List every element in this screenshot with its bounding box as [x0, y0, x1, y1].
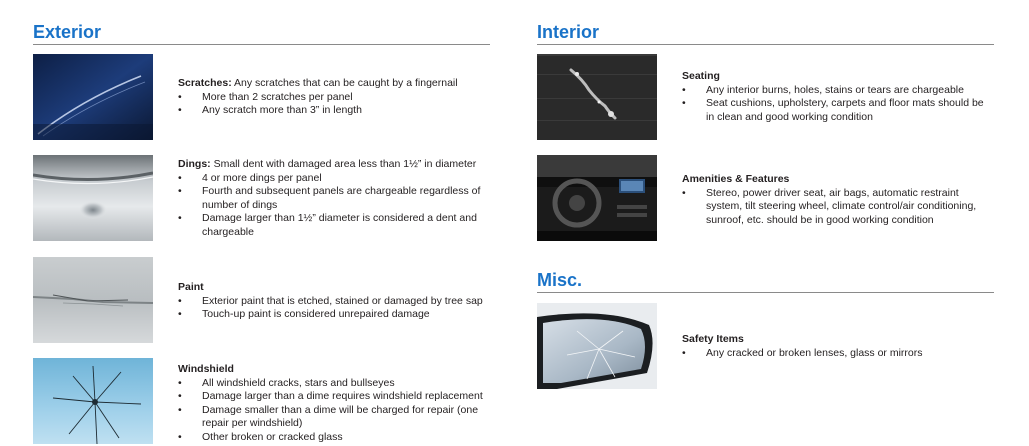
bullet-item: • Stereo, power driver seat, air bags, automatic restraint system, tilt steering wheel, climate control/air conditioning, sunroof, etc. should be in good working condition: [682, 187, 994, 228]
bullet-item: • Damage larger than 1½” diameter is considered a dent and chargeable: [178, 212, 490, 239]
bullet-item: • 4 or more dings per panel: [178, 172, 490, 186]
paint-title: Paint: [178, 281, 204, 293]
bullet-item: • Any scratch more than 3” in length: [178, 104, 490, 118]
exterior-divider: [33, 44, 490, 45]
scratches-text: [178, 77, 490, 118]
bullet-item: • Other broken or cracked glass: [178, 431, 490, 445]
bullet-item: • More than 2 scratches per panel: [178, 91, 490, 105]
seat-stain-photo: [537, 54, 657, 140]
bullet-item: • Any interior burns, holes, stains or tears are chargeable: [682, 84, 994, 98]
bullet-item: • Touch-up paint is considered unrepaired damage: [178, 308, 490, 322]
paint-text: [178, 281, 490, 322]
windshield-text: [178, 363, 490, 444]
seating-text: [682, 70, 994, 124]
dashboard-photo: [537, 155, 657, 241]
bullet-item: • Damage larger than a dime requires windshield replacement: [178, 390, 490, 404]
amenities-title: Amenities & Features: [682, 173, 790, 185]
windshield-bullets: [178, 377, 490, 445]
cracked-mirror-photo: [537, 303, 657, 389]
bullet-item: • Damage smaller than a dime will be charged for repair (one repair per windshield): [178, 404, 490, 431]
safety-items-bullets: [682, 347, 994, 361]
bullet-item: • Fourth and subsequent panels are chargeable regardless of number of dings: [178, 185, 490, 212]
safety-items-text: [682, 333, 994, 360]
bullet-item: • Exterior paint that is etched, stained or damaged by tree sap: [178, 295, 490, 309]
windshield-title: Windshield: [178, 363, 234, 375]
scratches-description: Any scratches that can be caught by a fingernail: [231, 77, 458, 89]
scratches-title: Scratches:: [178, 77, 232, 89]
exterior-heading: Exterior: [33, 22, 102, 42]
paint-damage-photo: [33, 257, 153, 343]
dings-description: Small dent with damaged area less than 1½” in diameter: [210, 158, 477, 170]
misc-divider: [537, 292, 994, 293]
bullet-item: • Seat cushions, upholstery, carpets and floor mats should be in clean and good working condition: [682, 97, 994, 124]
seating-title: Seating: [682, 70, 720, 82]
cracked-windshield-photo: [33, 358, 153, 444]
dings-text: [178, 158, 490, 239]
bullet-item: • Any cracked or broken lenses, glass or mirrors: [682, 347, 994, 361]
dings-bullets: [178, 172, 490, 240]
amenities-text: [682, 173, 994, 227]
bullet-item: • All windshield cracks, stars and bullseyes: [178, 377, 490, 391]
misc-heading: Misc.: [537, 270, 583, 290]
car-scratch-photo: [33, 54, 153, 140]
seating-bullets: [682, 84, 994, 125]
amenities-bullets: [682, 187, 994, 228]
interior-heading: Interior: [537, 22, 600, 42]
car-dent-photo: [33, 155, 153, 241]
dings-title: Dings:: [178, 158, 211, 170]
safety-items-title: Safety Items: [682, 333, 744, 345]
interior-divider: [537, 44, 994, 45]
scratches-bullets: [178, 91, 490, 118]
paint-bullets: [178, 295, 490, 322]
